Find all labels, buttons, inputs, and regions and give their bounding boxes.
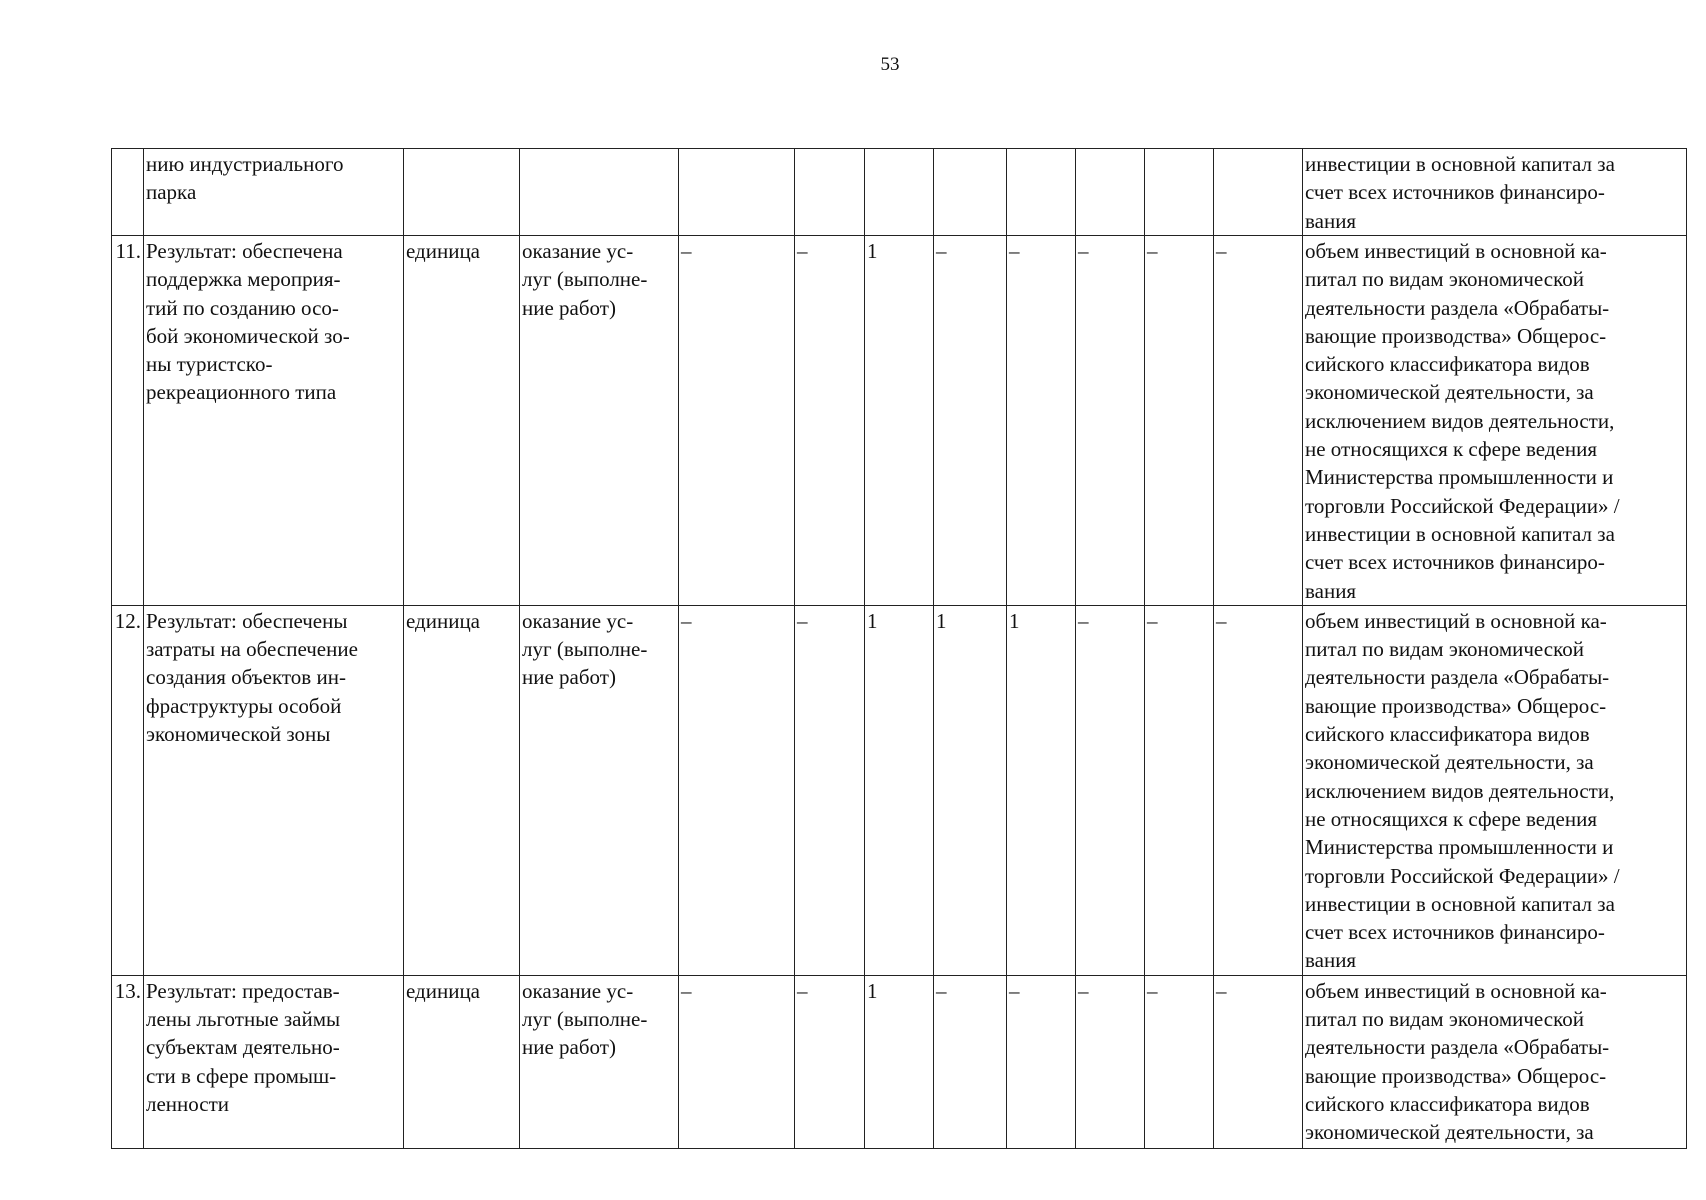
- indicator-cell: объем инвестиций в основной ка- питал по видам экономической деятельности раздела «Обрабаты- вающие производства» Общерос- сийского классификатора видов экономической деятельности, за исключением видов деятельности, не относящихся к сфере ведения Министерства промышленности и торговли Российской Федерации» / инвестиции в основной капитал за счет всех источников финансиро- вания: [1303, 236, 1687, 606]
- unit-cell: [404, 149, 520, 236]
- value-cell: –: [1214, 975, 1303, 1148]
- row-number: [112, 149, 144, 236]
- row-number: 13.: [112, 975, 144, 1148]
- page-number: 53: [880, 54, 900, 75]
- value-cell: –: [795, 605, 865, 975]
- table-row: [112, 975, 1687, 1148]
- type-cell: оказание ус- луг (выполне- ние работ): [520, 236, 679, 606]
- value-cell: [934, 149, 1007, 236]
- result-name: Результат: обеспечена поддержка мероприя- тий по созданию осо- бой экономической зо- ны туристско- рекреационного типа: [144, 236, 404, 606]
- value-cell: [1214, 149, 1303, 236]
- type-cell: [520, 149, 679, 236]
- value-cell: –: [679, 605, 795, 975]
- value-cell: –: [1214, 605, 1303, 975]
- value-cell: [795, 149, 865, 236]
- value-cell: [1145, 149, 1214, 236]
- value-cell: 1: [934, 605, 1007, 975]
- table-row-continuation: [112, 149, 1687, 236]
- indicator-cell: объем инвестиций в основной ка- питал по видам экономической деятельности раздела «Обрабаты- вающие производства» Общерос- сийского классификатора видов экономической деятельности, за: [1303, 975, 1687, 1148]
- value-cell: [679, 149, 795, 236]
- value-cell: 1: [1007, 605, 1076, 975]
- value-cell: [1007, 149, 1076, 236]
- indicator-cell: инвестиции в основной капитал за счет всех источников финансиро- вания: [1303, 149, 1687, 236]
- value-cell: [865, 149, 934, 236]
- unit-cell: единица: [404, 975, 520, 1148]
- results-table: [111, 148, 1687, 1149]
- type-cell: оказание ус- луг (выполне- ние работ): [520, 605, 679, 975]
- type-cell: оказание ус- луг (выполне- ние работ): [520, 975, 679, 1148]
- value-cell: –: [1076, 605, 1145, 975]
- row-number: 11.: [112, 236, 144, 606]
- indicator-cell: объем инвестиций в основной ка- питал по видам экономической деятельности раздела «Обрабаты- вающие производства» Общерос- сийского классификатора видов экономической деятельности, за исключением видов деятельности, не относящихся к сфере ведения Министерства промышленности и торговли Российской Федерации» / инвестиции в основной капитал за счет всех источников финансиро- вания: [1303, 605, 1687, 975]
- value-cell: –: [1145, 975, 1214, 1148]
- value-cell: –: [1145, 236, 1214, 606]
- value-cell: –: [1007, 975, 1076, 1148]
- value-cell: –: [1076, 975, 1145, 1148]
- value-cell: –: [1145, 605, 1214, 975]
- result-name: нию индустриального парка: [144, 149, 404, 236]
- result-name: Результат: обеспечены затраты на обеспечение создания объектов ин- фраструктуры особой экономической зоны: [144, 605, 404, 975]
- value-cell: 1: [865, 236, 934, 606]
- value-cell: –: [679, 236, 795, 606]
- result-name: Результат: предостав- лены льготные займы субъектам деятельно- сти в сфере промыш- ленности: [144, 975, 404, 1148]
- table-row: [112, 605, 1687, 975]
- value-cell: –: [934, 236, 1007, 606]
- unit-cell: единица: [404, 236, 520, 606]
- value-cell: 1: [865, 605, 934, 975]
- table-row: [112, 236, 1687, 606]
- value-cell: [1076, 149, 1145, 236]
- value-cell: 1: [865, 975, 934, 1148]
- value-cell: –: [679, 975, 795, 1148]
- value-cell: –: [934, 975, 1007, 1148]
- row-number: 12.: [112, 605, 144, 975]
- value-cell: –: [1214, 236, 1303, 606]
- value-cell: –: [795, 975, 865, 1148]
- unit-cell: единица: [404, 605, 520, 975]
- value-cell: –: [795, 236, 865, 606]
- value-cell: –: [1007, 236, 1076, 606]
- value-cell: –: [1076, 236, 1145, 606]
